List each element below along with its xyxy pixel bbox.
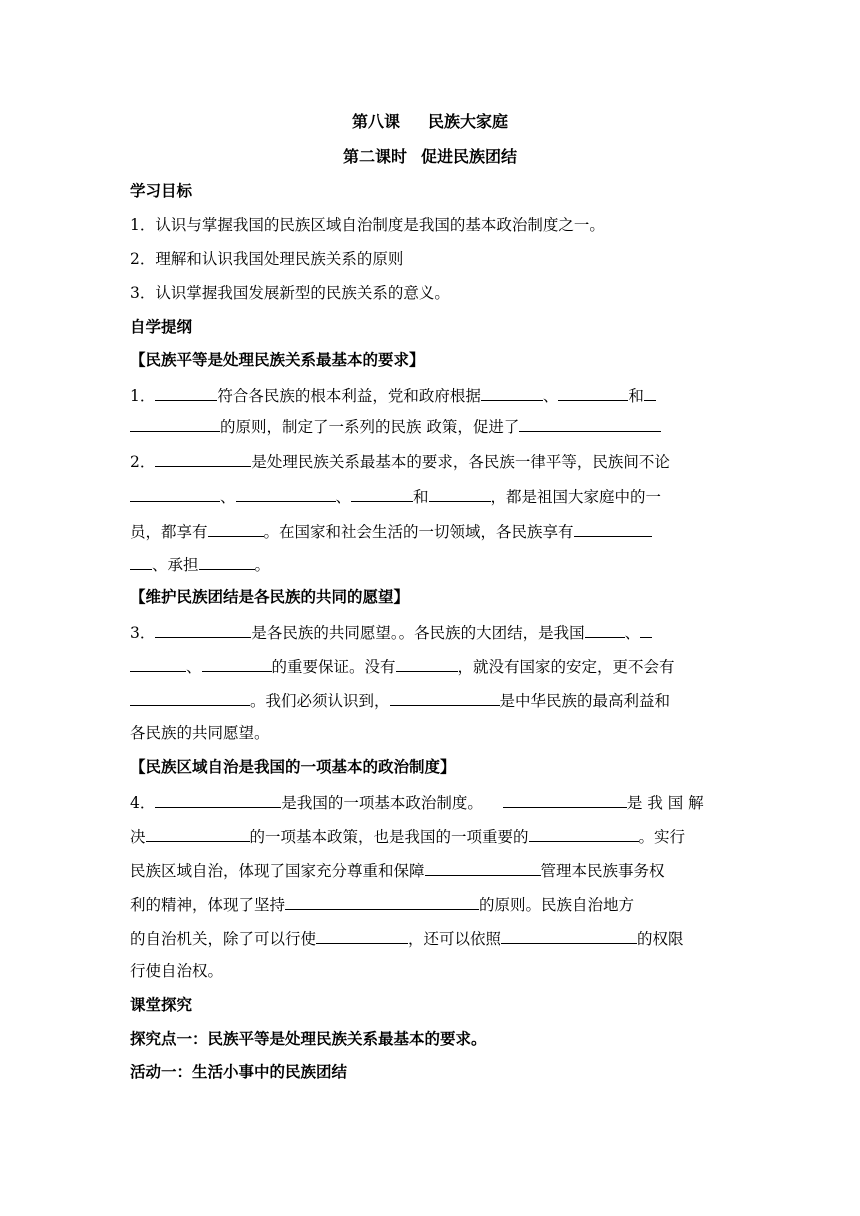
fill-blank[interactable] <box>130 689 250 706</box>
session-title <box>130 147 730 167</box>
outline-item-4-line-3: 民族区域自治，体现了国家充分尊重和保障 管理本民族事务权 <box>130 859 730 881</box>
fill-blank[interactable] <box>155 450 251 467</box>
fill-blank[interactable] <box>130 655 186 672</box>
outline-item-3-line-2: 、 的重要保证。没有 ，就没有国家的安定，更不会有 <box>130 655 730 677</box>
fill-blank[interactable] <box>236 485 336 502</box>
outline-item-2-line-2: 、 、 和 ，都是祖国大家庭中的一 <box>130 485 730 507</box>
inquiry-point-1: 探究点一：民族平等是处理民族关系最基本的要求。 <box>130 1030 487 1048</box>
outline-item-3-line-1: 3． 是各民族的共同愿望。。各民族的大团结，是我国 、 <box>130 621 730 643</box>
fill-blank[interactable] <box>640 621 652 638</box>
fill-blank[interactable] <box>199 553 255 570</box>
session-number: 第二课时 <box>342 147 407 166</box>
fill-blank[interactable] <box>529 825 639 842</box>
fill-blank[interactable] <box>429 485 491 502</box>
section-heading-unity: 【维护民族团结是各民族的共同的愿望】 <box>130 588 410 606</box>
fill-blank[interactable] <box>285 893 479 910</box>
fill-blank[interactable] <box>390 689 500 706</box>
outline-item-3-line-3: 。我们必须认识到， 是中华民族的最高利益和 <box>130 689 730 711</box>
fill-blank[interactable] <box>155 621 251 638</box>
fill-blank[interactable] <box>130 553 152 570</box>
outline-item-4-line-6: 行使自治权。 <box>130 962 224 980</box>
outline-heading: 自学提纲 <box>130 318 193 336</box>
section-heading-equality: 【民族平等是处理民族关系最基本的要求】 <box>130 351 425 369</box>
lesson-number: 第八课 <box>351 112 400 131</box>
fill-blank[interactable] <box>155 384 217 401</box>
fill-blank[interactable] <box>155 791 281 808</box>
fill-blank[interactable] <box>146 825 250 842</box>
fill-blank[interactable] <box>585 621 625 638</box>
fill-blank[interactable] <box>130 415 220 432</box>
goal-item-1: 1．认识与掌握我国的民族区域自治制度是我国的基本政治制度之一。 <box>130 216 605 234</box>
outline-item-2-line-1: 2． 是处理民族关系最基本的要求，各民族一律平等，民族间不论 <box>130 450 730 472</box>
inquiry-heading: 课堂探究 <box>130 996 193 1014</box>
goal-item-3: 3．认识掌握我国发展新型的民族关系的意义。 <box>130 284 450 302</box>
lesson-name: 民族大家庭 <box>428 112 509 131</box>
fill-blank[interactable] <box>558 384 628 401</box>
fill-blank[interactable] <box>208 520 264 537</box>
outline-item-2-line-3: 员，都享有 。在国家和社会生活的一切领域，各民族享有 <box>130 520 730 542</box>
outline-item-2-line-4: 、承担 。 <box>130 553 730 575</box>
fill-blank[interactable] <box>316 927 408 944</box>
outline-item-3-line-4: 各民族的共同愿望。 <box>130 724 270 742</box>
lesson-title <box>130 112 730 132</box>
fill-blank[interactable] <box>130 485 220 502</box>
outline-item-1-line-2: 的原则，制定了一系列的民族 政策，促进了 <box>130 415 730 437</box>
outline-item-1-line-1: 1． 符合各民族的根本利益，党和政府根据 、 和 <box>130 384 730 406</box>
fill-blank[interactable] <box>396 655 458 672</box>
outline-item-4-line-1: 4． 是我国的一项基本政治制度。 是 我 国 解 <box>130 791 730 813</box>
outline-item-4-line-2: 决 的一项基本政策，也是我国的一项重要的 。实行 <box>130 825 730 847</box>
goals-heading: 学习目标 <box>130 182 193 200</box>
fill-blank[interactable] <box>501 927 637 944</box>
outline-item-4-line-5: 的自治机关，除了可以行使 ，还可以依照 的权限 <box>130 927 730 949</box>
section-heading-autonomy: 【民族区域自治是我国的一项基本的政治制度】 <box>130 758 456 776</box>
goal-item-2: 2．理解和认识我国处理民族关系的原则 <box>130 250 404 268</box>
fill-blank[interactable] <box>519 415 661 432</box>
fill-blank[interactable] <box>644 384 656 401</box>
outline-item-4-line-4: 利的精神，体现了坚持 的原则。民族自治地方 <box>130 893 730 915</box>
activity-1: 活动一：生活小事中的民族团结 <box>130 1063 348 1081</box>
session-name: 促进民族团结 <box>421 147 518 166</box>
fill-blank[interactable] <box>425 859 541 876</box>
fill-blank[interactable] <box>202 655 272 672</box>
fill-blank[interactable] <box>351 485 413 502</box>
fill-blank[interactable] <box>574 520 652 537</box>
fill-blank[interactable] <box>481 384 543 401</box>
fill-blank[interactable] <box>503 791 627 808</box>
